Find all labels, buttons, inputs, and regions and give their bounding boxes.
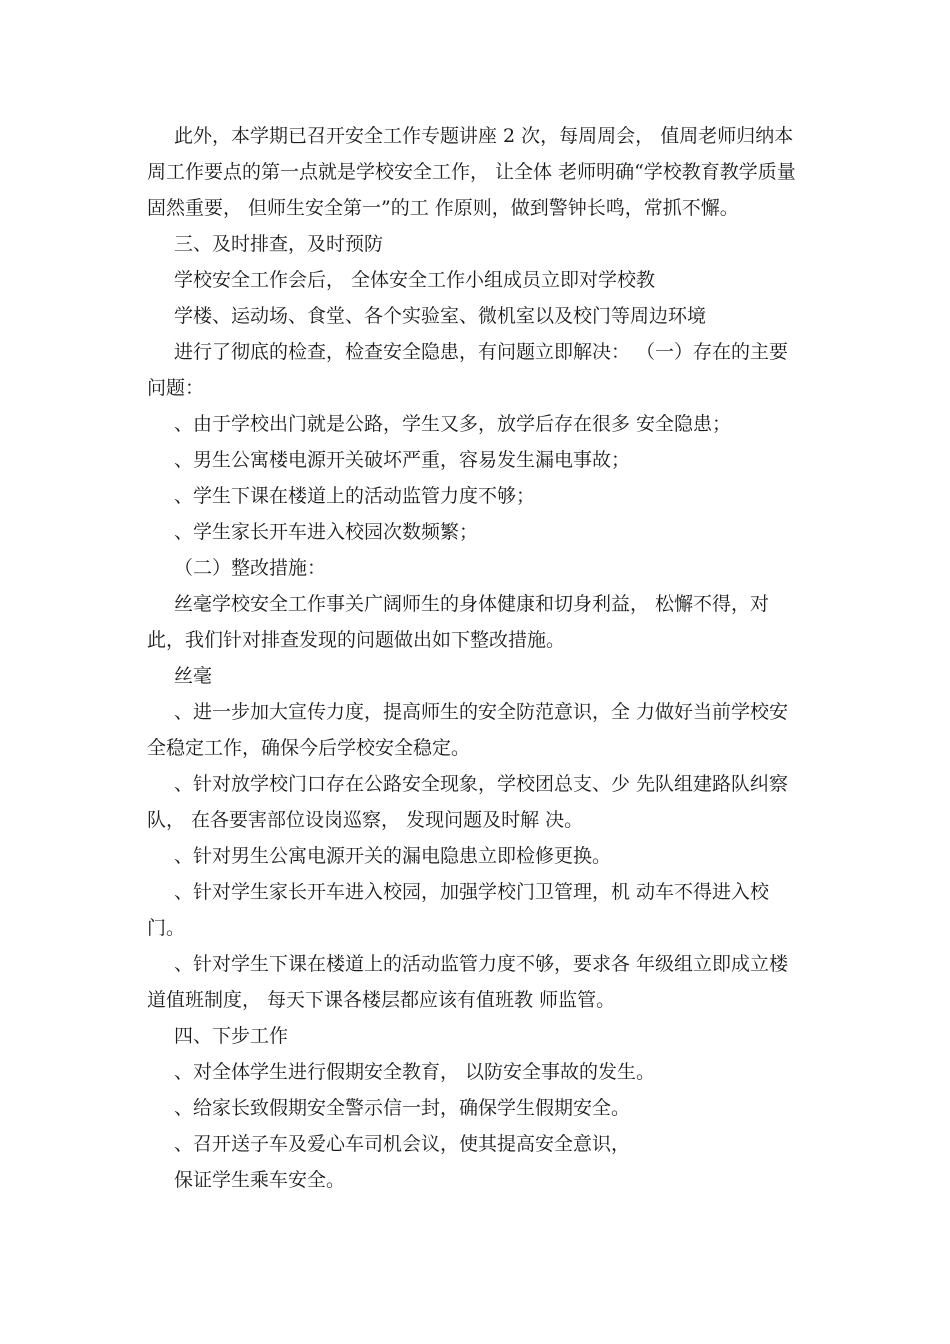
- paragraph-inspection-intro: 学校安全工作会后， 全体安全工作小组成员立即对学校教: [174, 269, 656, 291]
- list-item-next-3: 、召开送子车及爱心车司机会议，使其提高安全意识，: [174, 1133, 631, 1155]
- paragraph-closing: 保证学生乘车安全。: [174, 1169, 346, 1191]
- subheading-rectification: （二）整改措施：: [174, 557, 327, 579]
- section-heading-3: 三、及时排查，及时预防: [174, 233, 384, 255]
- list-item-measure-3: 、针对男生公寓电源开关的漏电隐患立即检修更换。: [174, 845, 612, 867]
- list-item-problem-4: 、学生家长开车进入校园次数频繁；: [174, 521, 479, 543]
- list-item-measure-5: 、针对学生下课在楼道上的活动监管力度不够，要求各 年级组立即成立楼道值班制度， 每天下课各楼层都应该有值班教 师监管。: [147, 953, 789, 1011]
- list-item-next-1: 、对全体学生进行假期安全教育， 以防安全事故的发生。: [174, 1061, 656, 1083]
- list-item-measure-2: 、针对放学校门口存在公路安全现象，学校团总支、少 先队组建路队纠察队， 在各要害部位设岗巡察， 发现问题及时解 决。: [147, 773, 789, 831]
- list-item-next-2: 、给家长致假期安全警示信一封，确保学生假期安全。: [174, 1097, 631, 1119]
- list-item-problem-3: 、学生下课在楼道上的活动监管力度不够；: [174, 485, 536, 507]
- list-item-measure-1: 、进一步加大宣传力度，提高师生的安全防范意识，全 力做好当前学校安全稳定工作，确保今后学校安全稳定。: [147, 701, 789, 759]
- list-item-problem-2: 、男生公寓楼电源开关破坏严重，容易发生漏电事故；: [174, 449, 631, 471]
- list-item-measure-4: 、针对学生家长开车进入校园，加强学校门卫管理，机 动车不得进入校门。: [147, 881, 770, 939]
- paragraph-rectification-intro: 丝毫学校安全工作事关广阔师生的身体健康和切身利益， 松懈不得，对此，我们针对排查发现的问题做出如下整改措施。: [147, 593, 770, 651]
- paragraph-safety-lectures: 此外，本学期已召开安全工作专题讲座 2 次，每周周会， 值周老师归纳本周工作要点的第一点就是学校安全工作， 让全体 老师明确“学校教育教学质量固然重要， 但师生安全第一”的工 作原则，做到警钟长鸣，常抓不懈。: [147, 125, 796, 219]
- paragraph-fragment: 丝毫: [174, 665, 213, 687]
- paragraph-inspection-areas: 学楼、运动场、食堂、各个实验室、微机室以及校门等周边环境: [174, 305, 707, 327]
- list-item-problem-1: 、由于学校出门就是公路，学生又多，放学后存在很多 安全隐患；: [174, 413, 732, 435]
- section-heading-4: 四、下步工作: [174, 1025, 289, 1047]
- document-body: [147, 118, 807, 1198]
- paragraph-inspection-result: 进行了彻底的检查，检查安全隐患，有问题立即解决： （一）存在的主要问题：: [147, 341, 789, 399]
